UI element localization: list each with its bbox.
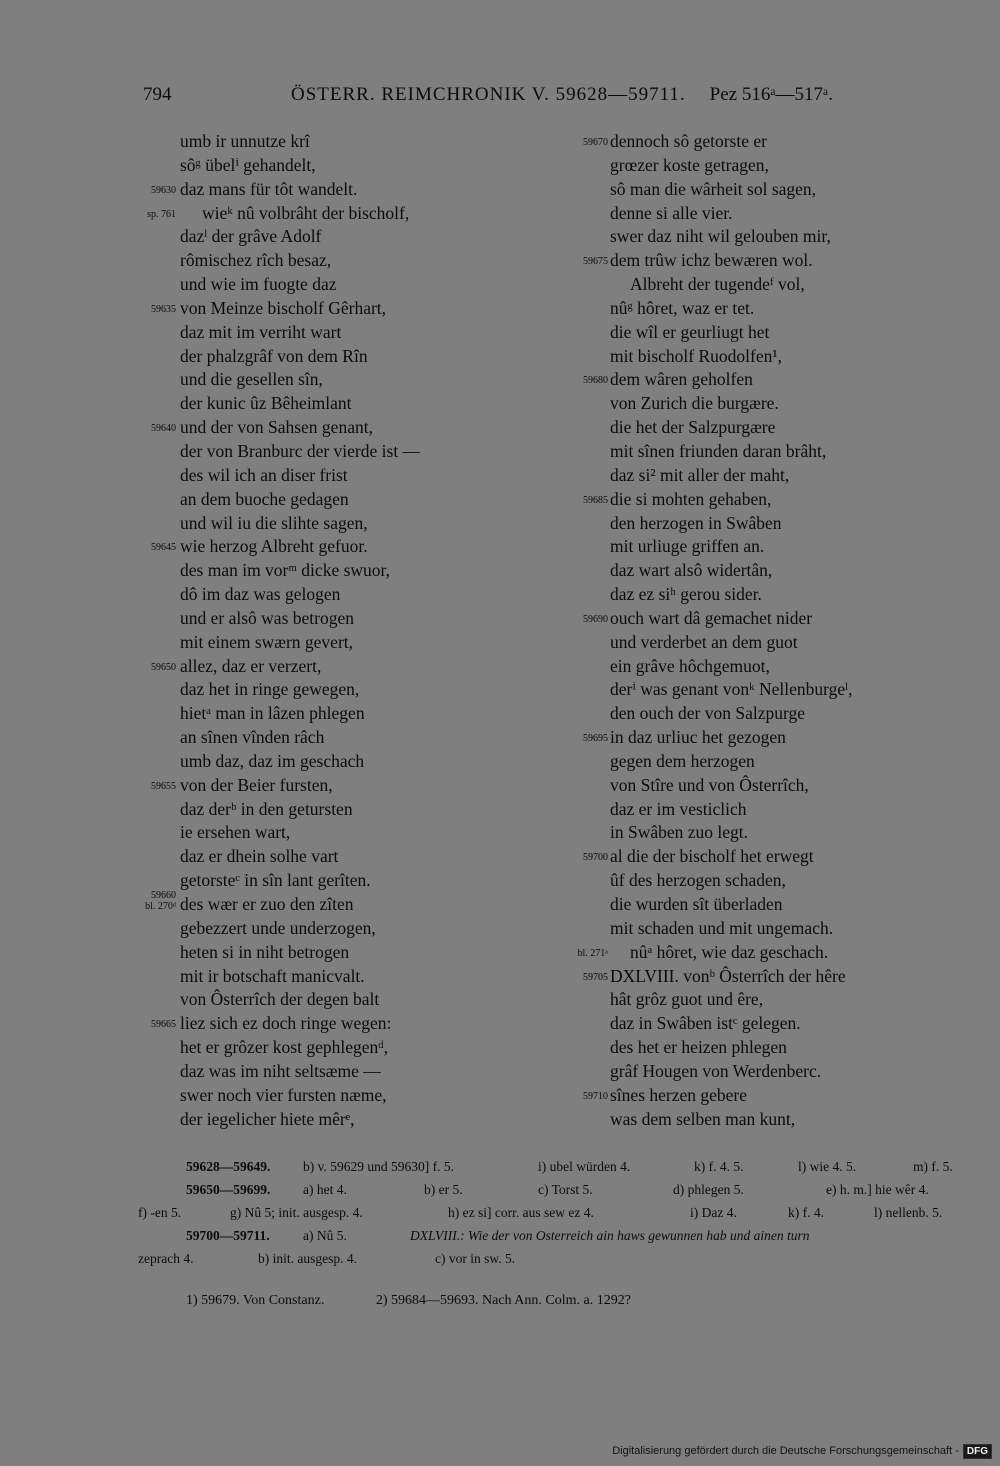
verse-text: nûᵃ hôret, wie daz geschach. <box>630 941 829 962</box>
verse-text: umb daz, daz im geschach <box>180 750 365 771</box>
verse-line <box>562 488 942 512</box>
verse-text: mit ir botschaft manicvalt. <box>180 965 365 986</box>
verse-line <box>138 798 558 822</box>
verse-text: den ouch der von Salzpurge <box>610 703 806 724</box>
verse-text: des wil ich an diser frist <box>180 464 348 485</box>
verse-text: het er grôzer kost gephlegenᵈ, <box>180 1037 389 1058</box>
apparatus-line <box>138 1224 970 1247</box>
verse-text: und der von Sahsen genant, <box>180 417 373 438</box>
page-number: 794 <box>143 84 172 105</box>
verse-line <box>562 702 942 726</box>
apparatus-range: 59628—59649. <box>186 1159 271 1174</box>
verse-line <box>562 130 942 154</box>
line-number: 59700 <box>583 852 608 864</box>
verse-text: mit urliuge griffen an. <box>610 536 765 557</box>
verse-line <box>562 178 942 202</box>
verse-line <box>138 1084 558 1108</box>
apparatus-note: k) f. 4. 5. <box>694 1159 744 1174</box>
line-number: 59705 <box>583 971 608 983</box>
apparatus-note: m) f. 5. <box>913 1159 953 1174</box>
verse-line <box>138 774 558 798</box>
apparatus-note: e) h. m.] hie wêr 4. <box>826 1182 929 1197</box>
apparatus-line <box>138 1155 970 1178</box>
verse-text: mit schaden und mit ungemach. <box>610 917 834 938</box>
verse-text: daz ez siʰ gerou sider. <box>610 584 762 605</box>
verse-line <box>138 392 558 416</box>
verse-text: von Zurich die burgære. <box>610 393 779 414</box>
verse-text: gegen dem herzogen <box>610 750 755 771</box>
verse-line <box>562 535 942 559</box>
verse-line <box>562 392 942 416</box>
apparatus-note: zeprach 4. <box>138 1251 194 1266</box>
verse-line <box>138 750 558 774</box>
verse-line <box>138 845 558 869</box>
verse-text: in Swâben zuo legt. <box>610 822 749 843</box>
verse-line <box>562 202 942 226</box>
verse-line <box>138 869 558 893</box>
verse-text: Albreht der tugendeᶠ vol, <box>630 274 805 295</box>
verse-line <box>562 678 942 702</box>
verse-text: die wîl er geurliugt het <box>610 321 770 342</box>
line-number: 59675 <box>583 256 608 268</box>
line-number: 59645 <box>151 542 176 554</box>
verse-line <box>138 249 558 273</box>
left-verse-column <box>138 130 558 1131</box>
apparatus-line <box>138 1247 970 1270</box>
verse-line <box>138 607 558 631</box>
verse-line <box>562 917 942 941</box>
verse-text: umb ir unnutze krî <box>180 131 310 151</box>
verse-line <box>562 154 942 178</box>
footnote: 1) 59679. Von Constanz. <box>186 1293 325 1308</box>
verse-text: sôᵍ übelⁱ gehandelt, <box>180 154 316 175</box>
verse-text: und wil iu die slihte sagen, <box>180 512 368 533</box>
verse-text: swer daz niht wil gelouben mir, <box>610 226 831 247</box>
verse-line <box>562 750 942 774</box>
verse-line <box>138 1012 558 1036</box>
verse-text: und die gesellen sîn, <box>180 369 323 390</box>
verse-line <box>562 273 942 297</box>
verse-text: mit einem swærn gevert, <box>180 631 354 652</box>
verse-text: getorsteᶜ in sîn lant gerîten. <box>180 870 371 891</box>
verse-text: an sînen vînden râch <box>180 727 325 748</box>
verse-text: derⁱ was genant vonᵏ Nellenburgeˡ, <box>610 679 853 700</box>
verse-text: daz er im vesticlich <box>610 798 747 819</box>
verse-line <box>138 273 558 297</box>
apparatus-note: a) het 4. <box>303 1182 347 1197</box>
apparatus-note: b) v. 59629 und 59630] f. 5. <box>303 1159 454 1174</box>
verse-text: DXLVIII. vonᵇ Ôsterrîch der hêre <box>610 965 846 986</box>
apparatus-note: c) Torst 5. <box>538 1182 593 1197</box>
verse-text: der phalzgrâf von dem Rîn <box>180 345 368 366</box>
line-number: bl. 271ᵃ <box>577 947 608 959</box>
verse-text: grœzer koste getragen, <box>610 154 769 175</box>
verse-text: wie herzog Albreht gefuor. <box>180 536 368 557</box>
verse-line <box>562 965 942 989</box>
verse-text: von Stîre und von Ôsterrîch, <box>610 774 809 795</box>
line-number: 59640 <box>151 423 176 435</box>
verse-text: daz derᵇ in den getursten <box>180 798 353 819</box>
verse-line <box>562 607 942 631</box>
verse-line <box>138 345 558 369</box>
verse-line <box>562 416 942 440</box>
apparatus-line <box>138 1201 970 1224</box>
verse-line <box>138 416 558 440</box>
verse-line <box>138 821 558 845</box>
verse-text: liez sich ez doch ringe wegen: <box>180 1013 392 1034</box>
verse-text: daz mit im verriht wart <box>180 321 342 342</box>
verse-line <box>562 988 942 1012</box>
verse-text: und wie im fuogte daz <box>180 274 337 295</box>
line-number: 59710 <box>583 1090 608 1102</box>
line-number: 59695 <box>583 733 608 745</box>
verse-text: grâf Hougen von Werdenberc. <box>610 1060 822 1081</box>
verse-text: die si mohten gehaben, <box>610 488 772 509</box>
apparatus-note: k) f. 4. <box>788 1205 824 1220</box>
verse-text: daz wart alsô widertân, <box>610 560 773 581</box>
verse-text: gebezzert unde underzogen, <box>180 917 376 938</box>
verse-text: daz was im niht seltsæme — <box>180 1060 381 1081</box>
verse-line <box>562 225 942 249</box>
verse-line <box>138 965 558 989</box>
verse-text: dazˡ der grâve Adolf <box>180 226 322 247</box>
verse-line <box>562 583 942 607</box>
verse-line <box>138 512 558 536</box>
verse-line <box>562 321 942 345</box>
verse-line <box>138 1036 558 1060</box>
verse-line <box>138 941 558 965</box>
line-number: sp. 761 <box>147 208 176 220</box>
verse-line <box>138 225 558 249</box>
verse-text: dem wâren geholfen <box>610 369 753 390</box>
pez-reference: Pez 516ᵃ—517ᵃ. <box>709 84 833 105</box>
line-number: 59670 <box>583 137 608 148</box>
verse-text: den herzogen in Swâben <box>610 512 782 533</box>
verse-text: nûᵍ hôret, waz er tet. <box>610 297 755 318</box>
apparatus-note: i) Daz 4. <box>690 1205 737 1220</box>
verse-line <box>138 202 558 226</box>
verse-text: ûf des herzogen schaden, <box>610 870 786 891</box>
apparatus-note: c) vor in sw. 5. <box>435 1251 516 1266</box>
verse-text: an dem buoche gedagen <box>180 488 349 509</box>
verse-line <box>138 440 558 464</box>
verse-line <box>562 464 942 488</box>
verse-text: dennoch sô getorste er <box>610 131 767 151</box>
apparatus-note: b) er 5. <box>424 1182 463 1197</box>
verse-text: heten si in niht betrogen <box>180 941 350 962</box>
verse-text: al die der bischolf het erwegt <box>610 846 814 867</box>
verse-line <box>138 726 558 750</box>
verse-line <box>138 917 558 941</box>
line-number: 59680 <box>583 375 608 387</box>
footnotes <box>186 1293 679 1309</box>
line-number: 59685 <box>583 494 608 506</box>
verse-line <box>562 821 942 845</box>
verse-line <box>138 655 558 679</box>
verse-text: daz si² mit aller der maht, <box>610 464 790 485</box>
credit-text: Digitalisierung gefördert durch die Deutsche Forschungsgemeinschaft - <box>612 1445 959 1457</box>
verse-text: die wurden sît überladen <box>610 894 783 914</box>
verse-line <box>138 178 558 202</box>
verse-line <box>562 297 942 321</box>
verse-line <box>562 1084 942 1108</box>
verse-line <box>138 154 558 178</box>
verse-text: hât grôz guot und êre, <box>610 989 764 1010</box>
verse-line <box>138 702 558 726</box>
verse-text: rômischez rîch besaz, <box>180 250 332 271</box>
apparatus-note: b) init. ausgesp. 4. <box>258 1251 357 1266</box>
verse-text: daz het in ringe gewegen, <box>180 679 360 700</box>
verse-text: dem trûw ichz bewæren wol. <box>610 250 813 271</box>
verse-line <box>138 130 558 154</box>
verse-line <box>138 535 558 559</box>
line-number: 59635 <box>151 303 176 315</box>
verse-text: sô man die wârheit sol sagen, <box>610 178 817 199</box>
verse-line <box>138 464 558 488</box>
verse-text: allez, daz er verzert, <box>180 655 322 676</box>
running-title: ÖSTERR. REIMCHRONIK V. 59628—59711. <box>291 84 686 105</box>
verse-text: sînes herzen gebere <box>610 1084 748 1105</box>
verse-text: hietᵃ man in lâzen phlegen <box>180 703 365 724</box>
verse-line <box>562 512 942 536</box>
verse-line <box>138 321 558 345</box>
dfg-logo-icon: DFG <box>963 1444 992 1459</box>
apparatus-note: l) nellenb. 5. <box>874 1205 943 1220</box>
verse-text: daz in Swâben istᶜ gelegen. <box>610 1013 801 1034</box>
line-number: 59660 bl. 270ᵈ <box>145 890 176 912</box>
verse-text: der von Branburc der vierde ist — <box>180 440 421 461</box>
line-number: 59690 <box>583 613 608 625</box>
verse-text: von Meinze bischolf Gêrhart, <box>180 297 387 318</box>
verse-line <box>138 583 558 607</box>
verse-text: in daz urliuc het gezogen <box>610 727 786 748</box>
verse-line <box>138 368 558 392</box>
verse-text: swer noch vier fursten næme, <box>180 1084 387 1105</box>
right-verse-column <box>562 130 942 1131</box>
line-number: 59665 <box>151 1019 176 1031</box>
verse-line <box>562 893 942 917</box>
apparatus-note: g) Nû 5; init. ausgesp. 4. <box>230 1205 363 1220</box>
line-number: 59650 <box>151 661 176 673</box>
verse-line <box>562 941 942 965</box>
apparatus-note: d) phlegen 5. <box>673 1182 744 1197</box>
verse-text: die het der Salzpurgære <box>610 417 776 438</box>
verse-text: was dem selben man kunt, <box>610 1108 796 1129</box>
verse-line <box>562 798 942 822</box>
funding-credit <box>612 1442 992 1460</box>
verse-line <box>138 297 558 321</box>
page-header <box>143 84 833 114</box>
apparatus-note: f) -en 5. <box>138 1205 182 1220</box>
verse-text: denne si alle vier. <box>610 202 733 223</box>
verse-text: des wær er zuo den zîten <box>180 894 354 914</box>
verse-line <box>562 1036 942 1060</box>
verse-text: wieᵏ nû volbrâht der bischolf, <box>202 202 410 223</box>
apparatus-range: 59650—59699. <box>186 1182 271 1197</box>
verse-line <box>562 845 942 869</box>
apparatus-note: l) wie 4. 5. <box>798 1159 857 1174</box>
verse-line <box>562 345 942 369</box>
verse-line <box>562 631 942 655</box>
verse-line <box>138 559 558 583</box>
footnote: 2) 59684—59693. Nach Ann. Colm. a. 1292? <box>375 1293 631 1308</box>
verse-text: und verderbet an dem guot <box>610 631 798 652</box>
verse-line <box>562 655 942 679</box>
verse-line <box>138 890 558 917</box>
verse-line <box>562 440 942 464</box>
verse-line <box>562 774 942 798</box>
verse-line <box>562 1108 942 1132</box>
verse-line <box>138 988 558 1012</box>
verse-text: von Ôsterrîch der degen balt <box>180 989 380 1010</box>
verse-text: des man im vorᵐ dicke swuor, <box>180 560 391 581</box>
verse-text: der iegelicher hiete mêrᵉ, <box>180 1108 355 1129</box>
verse-text: mit bischolf Ruodolfen¹, <box>610 345 782 366</box>
verse-text: der kunic ûz Bêheimlant <box>180 393 352 414</box>
verse-line <box>562 1012 942 1036</box>
verse-line <box>562 1060 942 1084</box>
apparatus-note: h) ez si] corr. aus sew ez 4. <box>448 1205 594 1220</box>
critical-apparatus <box>138 1155 970 1270</box>
verse-line <box>138 678 558 702</box>
verse-line <box>138 1060 558 1084</box>
verse-text: und er alsô was betrogen <box>180 607 354 628</box>
line-number: 59655 <box>151 780 176 792</box>
line-number: 59630 <box>151 184 176 196</box>
verse-text: dô im daz was gelogen <box>180 584 341 605</box>
apparatus-note: i) ubel würden 4. <box>538 1159 631 1174</box>
apparatus-line <box>138 1178 970 1201</box>
verse-line <box>562 249 942 273</box>
apparatus-note: a) Nû 5. <box>303 1228 347 1243</box>
verse-text: daz mans für tôt wandelt. <box>180 178 358 199</box>
verse-text: ouch wart dâ gemachet nider <box>610 607 813 628</box>
verse-line <box>562 368 942 392</box>
apparatus-rubric: DXLVIII.: Wie der von Osterreich ain haws gewunnen hab und ainen turn <box>410 1228 810 1243</box>
apparatus-range: 59700—59711. <box>186 1228 270 1243</box>
verse-line <box>138 1108 558 1132</box>
verse-text: ein grâve hôchgemuot, <box>610 655 770 676</box>
verse-text: mit sînen friunden daran brâht, <box>610 440 827 461</box>
verse-line <box>562 559 942 583</box>
verse-line <box>138 631 558 655</box>
verse-line <box>138 488 558 512</box>
verse-text: des het er heizen phlegen <box>610 1037 787 1058</box>
verse-text: ie ersehen wart, <box>180 822 291 843</box>
verse-line <box>562 869 942 893</box>
verse-text: von der Beier fursten, <box>180 774 333 795</box>
verse-text: daz er dhein solhe vart <box>180 846 339 867</box>
verse-line <box>562 726 942 750</box>
